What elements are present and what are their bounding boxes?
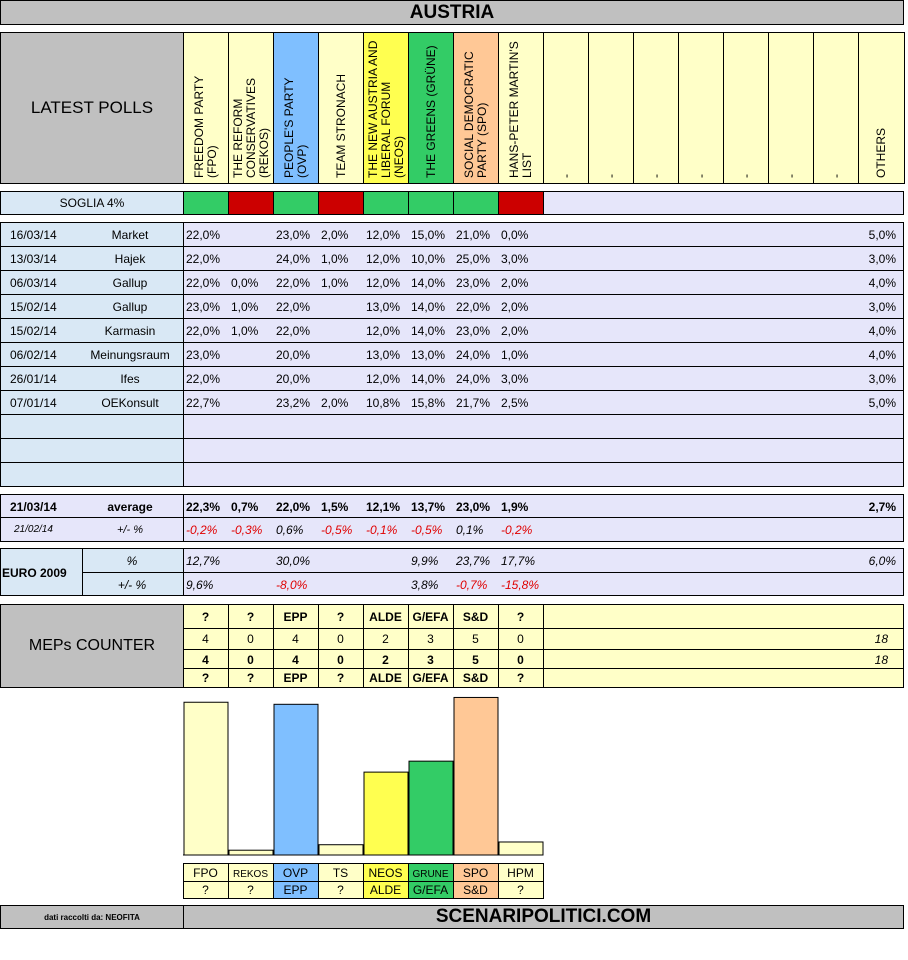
group-label: S&D (463, 883, 488, 897)
average-value: 1,5% (321, 500, 349, 514)
diff-label: +/- % (117, 524, 143, 536)
party-header-label: - (693, 174, 708, 178)
bar-rekos (229, 850, 273, 855)
poll-value: 24,0% (456, 348, 491, 362)
threshold-cell-below (498, 191, 544, 215)
poll-value: 20,0% (276, 348, 311, 362)
poll-value: 23,0% (276, 228, 311, 242)
party-header-label: - (648, 174, 663, 178)
poll-value: 23,0% (186, 348, 221, 362)
poll-date: 06/02/14 (10, 348, 57, 362)
group-label: ? (337, 883, 344, 897)
party-header (273, 32, 319, 184)
poll-others: 5,0% (868, 228, 896, 242)
poll-others: 3,0% (868, 372, 896, 386)
poll-value: 22,0% (186, 228, 221, 242)
poll-others: 5,0% (868, 396, 896, 410)
category-label: REKOS (232, 869, 269, 880)
meps-value: 5 (472, 632, 479, 646)
poll-value: 2,0% (501, 276, 529, 290)
poll-value: 2,0% (321, 396, 349, 410)
poll-others: 3,0% (868, 252, 896, 266)
poll-value: 24,0% (456, 372, 491, 386)
poll-value: 1,0% (501, 348, 529, 362)
meps-value: 0 (247, 653, 254, 667)
average-value: 22,3% (186, 500, 221, 514)
meps-value: 4 (202, 653, 209, 667)
poll-value: 13,0% (411, 348, 446, 362)
threshold-cell-below (318, 191, 364, 215)
meps-value: 3 (427, 653, 434, 667)
site-name: SCENARIPOLITICI.COM (183, 905, 904, 929)
average-others: 2,7% (868, 500, 896, 514)
group-label: ? (247, 883, 254, 897)
party-header (183, 32, 229, 184)
poll-value: 12,0% (366, 228, 401, 242)
euro-diff-label: +/- % (117, 578, 147, 592)
euro-2009-label: EURO 2009 (2, 566, 67, 580)
group-label: ? (517, 883, 524, 897)
party-header (318, 32, 364, 184)
poll-value: 1,0% (321, 276, 349, 290)
threshold-label: SOGLIA 4% (0, 191, 184, 215)
poll-value (231, 247, 273, 271)
poll-value: 14,0% (411, 372, 446, 386)
average-diff: -0,2% (186, 523, 218, 537)
latest-polls-label: LATEST POLLS (0, 32, 184, 184)
category-label: SPO (462, 866, 489, 880)
euro-pct-label: % (126, 554, 138, 568)
party-header-label: SOCIAL DEMOCRATIC PARTY (SPO) (462, 51, 489, 178)
poll-value: 22,0% (186, 252, 221, 266)
meps-total: 18 (874, 632, 888, 646)
poll-value: 15,0% (411, 228, 446, 242)
euro-diff-value: 3,8% (411, 578, 439, 592)
poll-value: 22,0% (186, 324, 221, 338)
column-divider (543, 604, 544, 688)
meps-value: ? (201, 671, 210, 685)
poll-value (231, 343, 273, 367)
threshold-cell-above (408, 191, 454, 215)
euro-pct-value: 23,7% (456, 554, 491, 568)
party-header-label: THE NEW AUSTRIA AND LIBERAL FORUM (NEOS) (365, 40, 406, 178)
average-diff: -0,5% (411, 523, 443, 537)
meps-value: 2 (382, 632, 389, 646)
average-diff: 0,6% (276, 523, 304, 537)
average-label: average (107, 500, 153, 514)
meps-value: ? (201, 610, 210, 624)
meps-value: ? (336, 671, 345, 685)
meps-value: ALDE (369, 610, 402, 624)
poll-date: 16/03/14 (10, 228, 57, 242)
party-header-label: THE GREENS (GRÜNE) (423, 45, 438, 178)
euro-diff-value: -0,7% (456, 578, 488, 592)
poll-date: 07/01/14 (10, 396, 57, 410)
poll-value: 21,0% (456, 228, 491, 242)
poll-value: 22,0% (186, 276, 221, 290)
meps-counter-label: MEPs COUNTER (0, 604, 184, 688)
poll-value: 22,0% (276, 276, 311, 290)
meps-value: EPP (283, 610, 308, 624)
poll-institute: Meinungsraum (90, 348, 170, 362)
bar-ovp (274, 704, 318, 855)
meps-value: ALDE (369, 671, 402, 685)
party-header (588, 32, 634, 184)
party-header-label: - (558, 174, 573, 178)
euro-pct-value: 12,7% (186, 554, 221, 568)
average-value: 13,7% (411, 500, 446, 514)
poll-value: 12,0% (366, 324, 401, 338)
poll-value: 2,0% (501, 300, 529, 314)
poll-value: 15,8% (411, 396, 446, 410)
party-header-label: - (603, 174, 618, 178)
poll-value: 23,0% (186, 300, 221, 314)
poll-value: 0,0% (231, 276, 259, 290)
poll-value: 12,0% (366, 372, 401, 386)
threshold-cell-above (183, 191, 229, 215)
poll-value: 10,0% (411, 252, 446, 266)
average-value: 0,7% (231, 500, 259, 514)
group-label: ALDE (369, 883, 402, 897)
poll-value: 1,0% (321, 252, 349, 266)
euro-diff-value (321, 573, 363, 597)
poll-date: 26/01/14 (10, 372, 57, 386)
poll-value (321, 295, 363, 319)
poll-value: 22,0% (186, 372, 221, 386)
poll-value: 13,0% (366, 300, 401, 314)
euro-pct-value: 30,0% (276, 554, 311, 568)
meps-value: 0 (337, 653, 344, 667)
meps-value: ? (336, 610, 345, 624)
row-divider (0, 462, 904, 463)
threshold-cell-above (273, 191, 319, 215)
poll-date: 13/03/14 (10, 252, 57, 266)
category-label: OVP (282, 866, 309, 880)
average-diff: -0,3% (231, 523, 263, 537)
meps-value: 0 (517, 632, 524, 646)
party-header-label: TEAM STRONACH (333, 73, 348, 178)
poll-value: 22,0% (456, 300, 491, 314)
meps-value: G/EFA (412, 610, 449, 624)
party-header (363, 32, 409, 184)
meps-value: 4 (202, 632, 209, 646)
category-label: TS (332, 866, 349, 880)
poll-value (321, 319, 363, 343)
bar-spo (454, 697, 498, 855)
party-header-label: THE REFORM CONSERVATIVES (REKOS) (230, 77, 271, 178)
meps-value: 0 (247, 632, 254, 646)
euro-diff-value: -15,8% (501, 578, 540, 592)
poll-value (321, 367, 363, 391)
poll-value: 3,0% (501, 252, 529, 266)
poll-value: 14,0% (411, 276, 446, 290)
group-label: EPP (283, 883, 308, 897)
party-header (228, 32, 274, 184)
poll-others: 4,0% (868, 324, 896, 338)
average-value: 12,1% (366, 500, 401, 514)
party-header (723, 32, 769, 184)
average-value: 1,9% (501, 500, 529, 514)
average-diff: -0,2% (501, 523, 533, 537)
meps-value: ? (246, 671, 255, 685)
meps-total: 18 (874, 653, 888, 667)
category-label: NEOS (368, 866, 403, 880)
poll-value: 25,0% (456, 252, 491, 266)
euro-diff-value (366, 573, 408, 597)
poll-value: 21,7% (456, 396, 491, 410)
threshold-cell-below (228, 191, 274, 215)
poll-date: 06/03/14 (10, 276, 57, 290)
party-header-label: PEOPLE'S PARTY (OVP) (282, 77, 309, 178)
meps-value: G/EFA (412, 671, 449, 685)
meps-value: 4 (292, 653, 299, 667)
meps-value: 3 (427, 632, 434, 646)
average-value: 23,0% (456, 500, 491, 514)
poll-value: 2,0% (321, 228, 349, 242)
euro-pct-value (366, 549, 408, 573)
poll-others: 4,0% (868, 276, 896, 290)
meps-value: 5 (472, 653, 479, 667)
meps-value: ? (516, 610, 525, 624)
poll-institute: Ifes (120, 372, 140, 386)
euro-pct-value: 9,9% (411, 554, 439, 568)
poll-value: 23,2% (276, 396, 311, 410)
party-header (633, 32, 679, 184)
poll-value: 20,0% (276, 372, 311, 386)
bar-fpo (184, 702, 228, 855)
party-header-label: HANS-PETER MARTIN'S LIST (507, 41, 534, 178)
poll-value: 14,0% (411, 324, 446, 338)
group-label: ? (202, 883, 209, 897)
poll-value: 1,0% (231, 324, 259, 338)
poll-institute: OEKonsult (101, 396, 159, 410)
poll-value: 22,0% (276, 300, 311, 314)
category-label: HPM (507, 866, 534, 880)
euro-pct-others: 6,0% (868, 554, 896, 568)
average-date: 21/03/14 (10, 500, 57, 514)
euro-diff-value: 9,6% (186, 578, 214, 592)
bar-grune (409, 761, 453, 855)
poll-value: 23,0% (456, 324, 491, 338)
euro-pct-value (231, 549, 273, 573)
poll-institute: Karmasin (104, 324, 156, 338)
poll-value (231, 391, 273, 415)
poll-value: 14,0% (411, 300, 446, 314)
party-header (813, 32, 859, 184)
threshold-cell-above (453, 191, 499, 215)
poll-value: 12,0% (366, 252, 401, 266)
row-divider (0, 438, 904, 439)
threshold-cell-above (363, 191, 409, 215)
poll-value (231, 223, 273, 247)
meps-value: 2 (382, 653, 389, 667)
average-value: 22,0% (276, 500, 311, 514)
bar-hpm (499, 842, 543, 855)
previous-date: 21/02/14 (14, 524, 53, 535)
meps-value: S&D (462, 671, 489, 685)
poll-value: 12,0% (366, 276, 401, 290)
poll-value: 23,0% (456, 276, 491, 290)
party-header-label: - (738, 174, 753, 178)
group-label: G/EFA (412, 883, 449, 897)
poll-value: 1,0% (231, 300, 259, 314)
meps-value: S&D (462, 610, 489, 624)
poll-value: 24,0% (276, 252, 311, 266)
poll-value: 22,0% (276, 324, 311, 338)
meps-value: EPP (283, 671, 308, 685)
poll-value: 3,0% (501, 372, 529, 386)
row-divider (0, 414, 904, 415)
bar-chart (0, 688, 908, 900)
bar-ts (319, 845, 363, 855)
party-header (453, 32, 499, 184)
poll-value: 22,7% (186, 396, 221, 410)
source-credit: dati raccolti da: NEOFITA (0, 905, 184, 929)
average-diff: -0,5% (321, 523, 353, 537)
average-diff: 0,1% (456, 523, 484, 537)
poll-value: 10,8% (366, 396, 401, 410)
meps-value: 0 (337, 632, 344, 646)
category-label: FPO (193, 866, 218, 880)
page-title: AUSTRIA (0, 0, 904, 25)
poll-date: 15/02/14 (10, 300, 57, 314)
party-header (543, 32, 589, 184)
poll-value: 13,0% (366, 348, 401, 362)
party-header-label: FREEDOM PARTY (FPO) (192, 75, 219, 178)
bar-neos (364, 772, 408, 855)
meps-value: ? (246, 610, 255, 624)
category-label: GRUNE (412, 869, 449, 880)
party-header (858, 32, 905, 184)
poll-date: 15/02/14 (10, 324, 57, 338)
euro-pct-value: 17,7% (501, 554, 536, 568)
euro-diff-value: -8,0% (276, 578, 308, 592)
poll-value: 0,0% (501, 228, 529, 242)
party-header-label: - (783, 174, 798, 178)
party-header (768, 32, 814, 184)
poll-institute: Market (111, 228, 149, 242)
average-diff: -0,1% (366, 523, 398, 537)
poll-value: 2,5% (501, 396, 529, 410)
meps-value: 4 (292, 632, 299, 646)
party-header (408, 32, 454, 184)
poll-value (231, 367, 273, 391)
party-header (498, 32, 544, 184)
poll-others: 4,0% (868, 348, 896, 362)
poll-value (321, 343, 363, 367)
party-header-label: OTHERS (874, 127, 888, 178)
poll-institute: Gallup (112, 300, 148, 314)
party-header (678, 32, 724, 184)
poll-institute: Gallup (112, 276, 148, 290)
meps-value: 0 (517, 653, 524, 667)
meps-value: ? (516, 671, 525, 685)
euro-pct-value (321, 549, 363, 573)
poll-institute: Hajek (114, 252, 146, 266)
party-header-label: - (828, 174, 843, 178)
poll-others: 3,0% (868, 300, 896, 314)
poll-value: 2,0% (501, 324, 529, 338)
euro-diff-value (231, 573, 273, 597)
